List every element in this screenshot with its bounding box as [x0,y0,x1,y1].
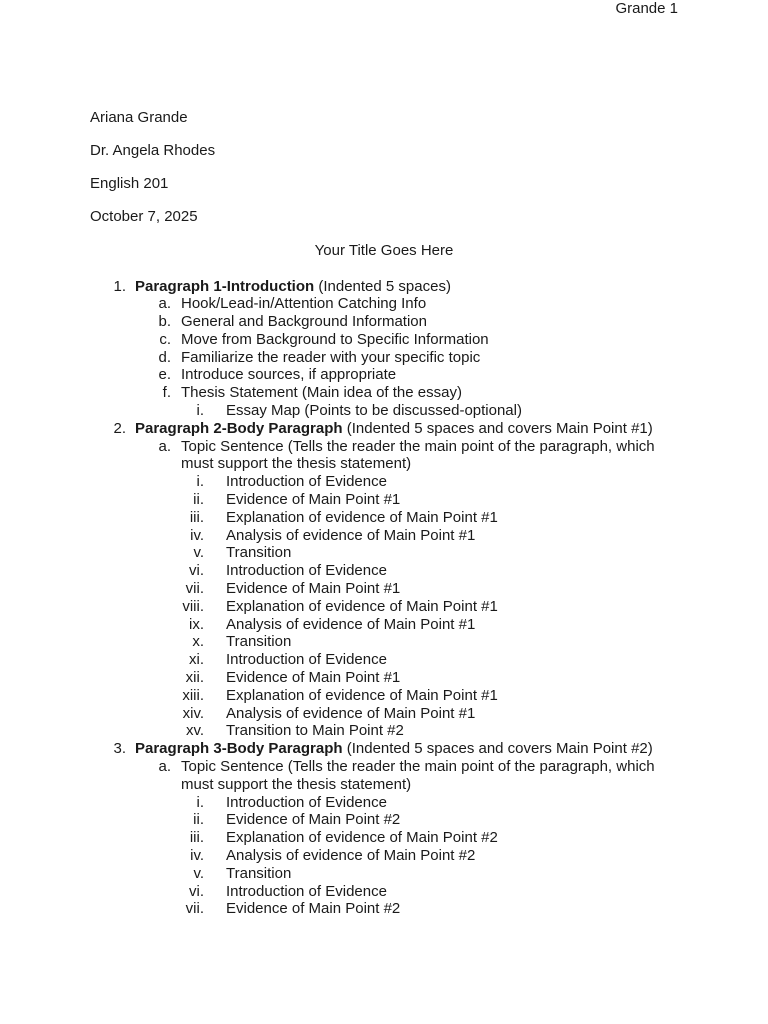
outline-item-level-2 [0,349,768,367]
outline-text [226,580,400,598]
outline-item-level-3 [0,473,768,491]
outline-marker: x. [192,633,204,651]
outline-item-level-2 [0,758,768,776]
outline-text [181,349,480,367]
running-header: Grande 1 [615,0,678,17]
outline-text [181,758,655,776]
outline-marker: ix. [189,615,204,633]
outline-marker: a. [158,758,171,776]
date-line: October 7, 2025 [90,208,198,225]
outline-item-text: Introduction of Evidence [226,562,387,580]
outline-text [226,705,475,723]
outline-marker: v. [193,544,204,562]
document-title: Your Title Goes Here [314,242,454,259]
outline-marker: f. [162,384,171,402]
outline-text [226,473,387,491]
outline-item-level-3 [0,544,768,562]
outline-item-level-1 [0,278,768,296]
outline-text [181,295,426,313]
outline-item-level-1 [0,420,768,438]
outline-marker: d. [158,348,171,366]
outline-text [226,865,291,883]
outline-item-text: Transition [226,633,292,651]
outline-list [0,278,768,919]
outline-marker: e. [158,366,171,384]
outline-item-text: Topic Sentence (Tells the reader the main point of the paragraph, which [181,437,655,455]
outline-marker: viii. [182,597,204,615]
outline-item-text: Introduce sources, if appropriate [181,366,397,384]
outline-marker: iv. [190,526,204,544]
outline-item-text: Familiarize the reader with your specific topic [181,348,481,366]
outline-text [226,651,387,669]
outline-text [181,438,655,456]
outline-item-level-2 [0,295,768,313]
outline-item-text: Topic Sentence (Tells the reader the main point of the paragraph, which [181,758,655,776]
outline-marker: i. [196,473,204,491]
outline-item-text: must support the thesis statement) [181,775,412,793]
outline-item-level-3 [0,598,768,616]
outline-item-level-3 [0,687,768,705]
outline-text [226,509,498,527]
outline-item-text: Transition [226,544,292,562]
outline-marker: xiii. [182,686,204,704]
outline-marker: vii. [185,900,204,918]
outline-item-text: Analysis of evidence of Main Point #1 [226,704,476,722]
outline-text [226,402,522,420]
outline-marker: 1. [113,277,126,295]
outline-text [226,829,498,847]
outline-item-text: Analysis of evidence of Main Point #1 [226,615,476,633]
outline-marker: iii. [189,829,204,847]
outline-item-text: Essay Map (Points to be discussed-optional) [226,402,522,420]
outline-marker: iii. [189,508,204,526]
outline-marker: c. [159,330,171,348]
outline-item-text: Evidence of Main Point #1 [226,580,401,598]
outline-text [181,455,411,473]
student-name: Ariana Grande [90,109,188,126]
outline-item-level-3 [0,616,768,634]
outline-item-text: Move from Background to Specific Information [181,330,489,348]
outline-item-text: Evidence of Main Point #2 [226,900,401,918]
outline-item-level-2 [0,384,768,402]
outline-text [226,491,400,509]
outline-item-level-3 [0,900,768,918]
outline-text [181,366,396,384]
outline-marker: vi. [189,882,204,900]
outline-text [226,687,498,705]
outline-item-level-3 [0,562,768,580]
outline-marker: ii. [193,811,204,829]
outline-marker: 2. [113,419,126,437]
outline-item-level-3 [0,865,768,883]
outline-item-text: Evidence of Main Point #1 [226,491,401,509]
outline-item-level-2 [0,313,768,331]
outline-marker: vi. [189,562,204,580]
outline-text [181,384,462,402]
outline-item-level-3 [0,491,768,509]
outline-item-level-3 [0,883,768,901]
outline-text [226,544,291,562]
outline-text [226,900,400,918]
outline-bold-heading: Paragraph 1-Introduction [135,277,315,295]
outline-text [226,562,387,580]
outline-text [226,794,387,812]
outline-text [226,883,387,901]
outline-text [226,616,475,634]
outline-item-level-3 [0,847,768,865]
outline-text [226,722,404,740]
outline-text [226,669,400,687]
heading-block [90,109,215,241]
outline-item-text: (Indented 5 spaces and covers Main Point #1) [342,419,653,437]
outline-bold-heading: Paragraph 2-Body Paragraph [135,419,343,437]
outline-item-level-2 [0,366,768,384]
outline-item-level-3 [0,669,768,687]
outline-item-level-3 [0,651,768,669]
outline-item-level-3 [0,402,768,420]
outline-item-text: (Indented 5 spaces and covers Main Point #2) [342,740,653,758]
outline-marker: vii. [185,580,204,598]
outline-marker: v. [193,864,204,882]
outline-item-text: Analysis of evidence of Main Point #1 [226,526,476,544]
outline-item-text: Hook/Lead-in/Attention Catching Info [181,295,427,313]
outline-item-text: Transition to Main Point #2 [226,722,404,740]
outline-text [135,278,451,296]
outline-text [181,331,489,349]
outline-item-level-2 [0,455,768,473]
outline-text [226,633,291,651]
outline-marker: xi. [189,651,204,669]
outline-item-text: Explanation of evidence of Main Point #2 [226,829,498,847]
outline-marker: i. [196,402,204,420]
outline-item-level-1 [0,740,768,758]
outline-marker: a. [158,437,171,455]
outline-text [135,420,653,438]
outline-marker: b. [158,313,171,331]
outline-item-text: Explanation of evidence of Main Point #1 [226,508,498,526]
outline-item-level-3 [0,829,768,847]
outline-text [181,313,427,331]
outline-item-level-3 [0,722,768,740]
outline-item-text: Analysis of evidence of Main Point #2 [226,847,476,864]
outline-text [226,527,475,545]
outline-item-level-3 [0,509,768,527]
outline-marker: xii. [185,669,204,687]
outline-marker: i. [196,793,204,811]
outline-item-text: Introduction of Evidence [226,793,387,811]
outline-text [226,811,400,829]
outline-item-level-3 [0,527,768,545]
outline-item-text: Introduction of Evidence [226,882,387,900]
outline-item-text: Thesis Statement (Main idea of the essay) [181,384,462,402]
outline-item-text: Transition [226,864,292,882]
outline-item-text: Evidence of Main Point #2 [226,811,401,829]
course-name: English 201 [90,175,169,192]
outline-marker: 3. [113,740,126,758]
outline-marker: iv. [190,847,204,864]
outline-item-level-2 [0,776,768,794]
outline-item-level-2 [0,331,768,349]
outline-item-level-3 [0,580,768,598]
outline-text [226,847,475,865]
outline-marker: ii. [193,491,204,509]
outline-item-level-3 [0,811,768,829]
instructor-name: Dr. Angela Rhodes [90,142,216,159]
outline-text [226,598,498,616]
outline-item-text: General and Background Information [181,313,427,331]
outline-item-text: (Indented 5 spaces) [314,277,451,295]
outline-item-text: Introduction of Evidence [226,651,387,669]
outline-item-level-3 [0,794,768,812]
outline-bold-heading: Paragraph 3-Body Paragraph [135,740,343,758]
outline-marker: xv. [185,722,204,740]
outline-item-text: Explanation of evidence of Main Point #1 [226,597,498,615]
outline-marker: xiv. [182,704,204,722]
outline-item-text: Evidence of Main Point #1 [226,669,401,687]
outline-item-text: must support the thesis statement) [181,455,412,473]
outline-item-level-3 [0,633,768,651]
outline-marker: a. [158,295,171,313]
outline-item-text: Introduction of Evidence [226,473,387,491]
outline-item-text: Explanation of evidence of Main Point #1 [226,686,498,704]
outline-text [135,740,653,758]
outline-item-level-3 [0,705,768,723]
outline-text [181,776,411,794]
outline-item-level-2 [0,438,768,456]
